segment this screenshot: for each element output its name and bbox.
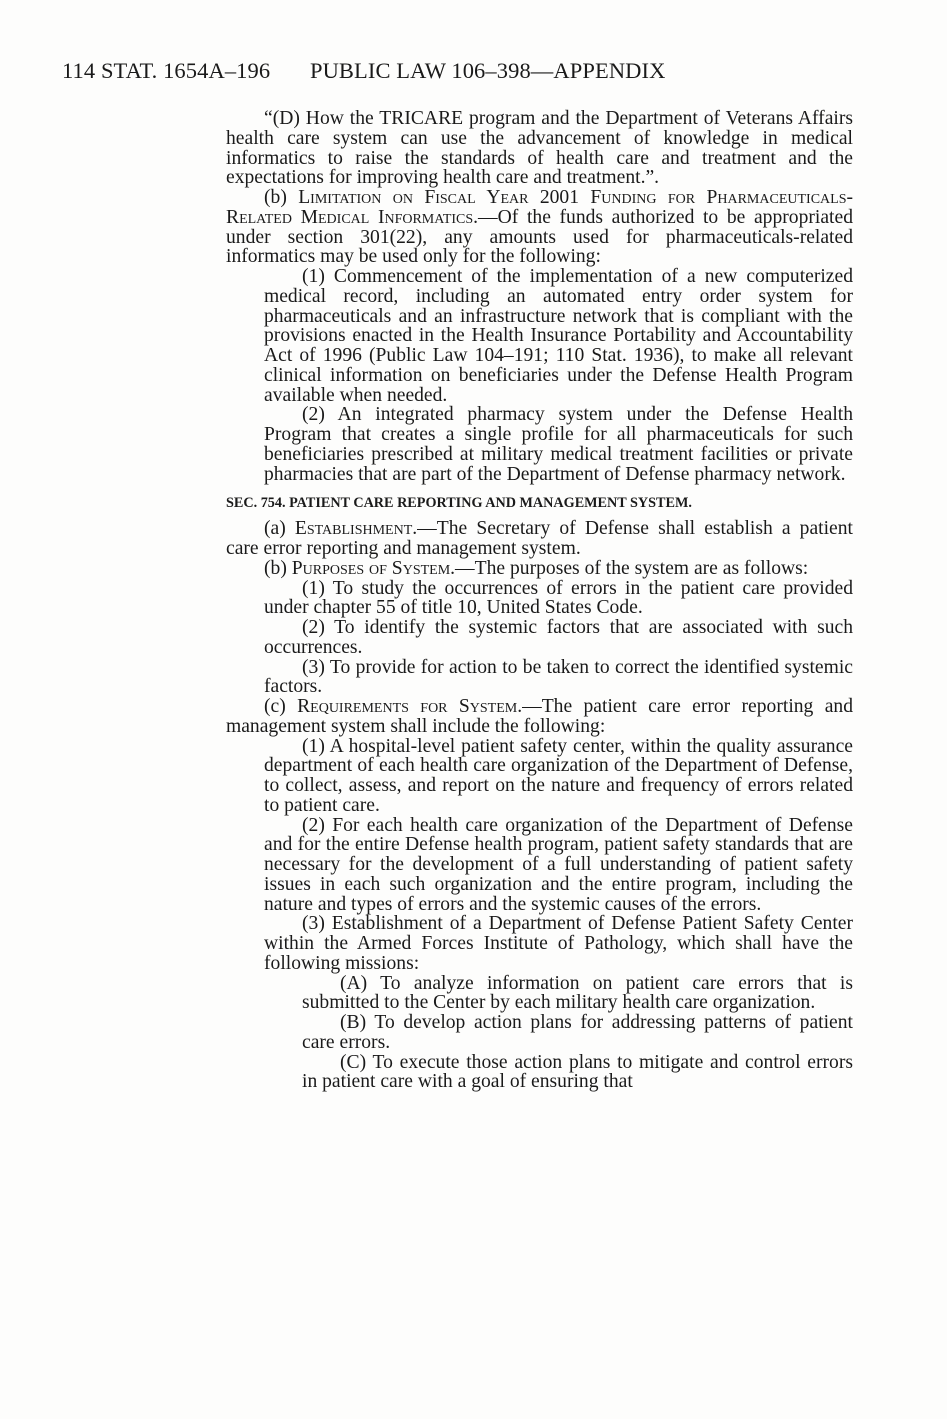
sec754-a-text: .—The Secretary of Defense shall establish a patient care error reporting and management system. xyxy=(226,518,853,559)
paragraph-sec754-c-2: (2) For each health care organization of the Department of Defense and for the entire Defense health program, patient safety standards that are necessary for the development of a full understanding of patient safety issues in each such organization and the entire program, including the nature and types of errors and the systemic causes of the errors. xyxy=(264,814,853,915)
paragraph-sec754-c xyxy=(226,697,853,737)
sec754-a-heading: Establishment xyxy=(294,518,413,540)
paragraph-sec754-c-1: (1) A hospital-level patient safety center, within the quality assurance department of each health care organization of the Department of Defense, to collect, assess, and report on the nature and frequency of errors related to patient care. xyxy=(264,735,853,816)
sec754-c-text: .—The patient care error reporting and management system shall include the following: xyxy=(226,696,853,737)
sec754-b-text: .—The purposes of the system are as follows: xyxy=(450,557,809,579)
paragraph-sec754-c-3-B: (B) To develop action plans for addressing patterns of patient care errors. xyxy=(302,1012,853,1053)
statute-page-number: 114 STAT. 1654A–196 xyxy=(62,58,271,83)
paragraph-sec754-b-3: (3) To provide for action to be taken to correct the identified systemic factors. xyxy=(264,656,853,698)
sec754-b-heading: Purposes of System xyxy=(291,557,451,579)
public-law-title: PUBLIC LAW 106–398—APPENDIX xyxy=(309,58,666,83)
sec754-c-designator: (c) xyxy=(264,696,298,717)
subsection-b-text: .—Of the funds authorized to be appropriated under section 301(22), any amounts used for pharmaceuticals-related informatics may be used only for the following: xyxy=(226,206,853,268)
paragraph-sec754-c-3-C: (C) To execute those action plans to mitigate and control errors in patient care with a goal of ensuring that xyxy=(302,1051,853,1093)
section-754-heading: SEC. 754. PATIENT CARE REPORTING AND MANAGEMENT SYSTEM. xyxy=(226,495,692,512)
paragraph-sec754-a xyxy=(226,519,853,559)
paragraph-sec754-c-3-A: (A) To analyze information on patient care errors that is submitted to the Center by each military health care organization. xyxy=(302,972,853,1014)
paragraph-sec754-b xyxy=(226,559,853,579)
paragraph-sec754-c-3: (3) Establishment of a Department of Defense Patient Safety Center within the Armed Forces Institute of Pathology, which shall have the following missions: xyxy=(264,913,853,974)
paragraph-b-2: (2) An integrated pharmacy system under the Defense Health Program that creates a single profile for all pharmaceuticals for such beneficiaries prescribed at military medical treatment facilities or private pharmacies that are part of the Department of Defense pharmacy network. xyxy=(264,404,853,485)
subsection-b-designator: (b) xyxy=(264,187,299,208)
document-body xyxy=(226,109,853,1092)
sec754-b-designator: (b) xyxy=(264,557,292,579)
sec754-c-heading: Requirements for System xyxy=(297,696,518,717)
paragraph-sec754-b-2: (2) To identify the systemic factors that are associated with such occurrences. xyxy=(264,617,853,658)
running-head xyxy=(62,58,665,84)
paragraph-subsection-b xyxy=(226,188,853,267)
paragraph-subpara-d: “(D) How the TRICARE program and the Department of Veterans Affairs health care system can use the advancement of knowledge in medical informatics to raise the standards of health care and treatment and the expectations for improving health care and treatment.”. xyxy=(226,108,853,189)
subsection-b-heading: Limitation on Fiscal Year 2001 Funding for Pharmaceuticals-Related Medical Informatics xyxy=(226,187,854,228)
paragraph-sec754-b-1: (1) To study the occurrences of errors in the patient care provided under chapter 55 of title 10, United States Code. xyxy=(264,577,853,619)
sec754-a-designator: (a) xyxy=(264,518,295,540)
paragraph-b-1: (1) Commencement of the implementation of a new computerized medical record, including an automated entry order system for pharmaceuticals and an infrastructure network that is compliant with the provisions enacted in the Health Insurance Portability and Accountability Act of 1996 (Public Law 104–191; 110 Stat. 1936), to make all relevant clinical information on beneficiaries under the Defense Health Program available when needed. xyxy=(264,266,853,406)
